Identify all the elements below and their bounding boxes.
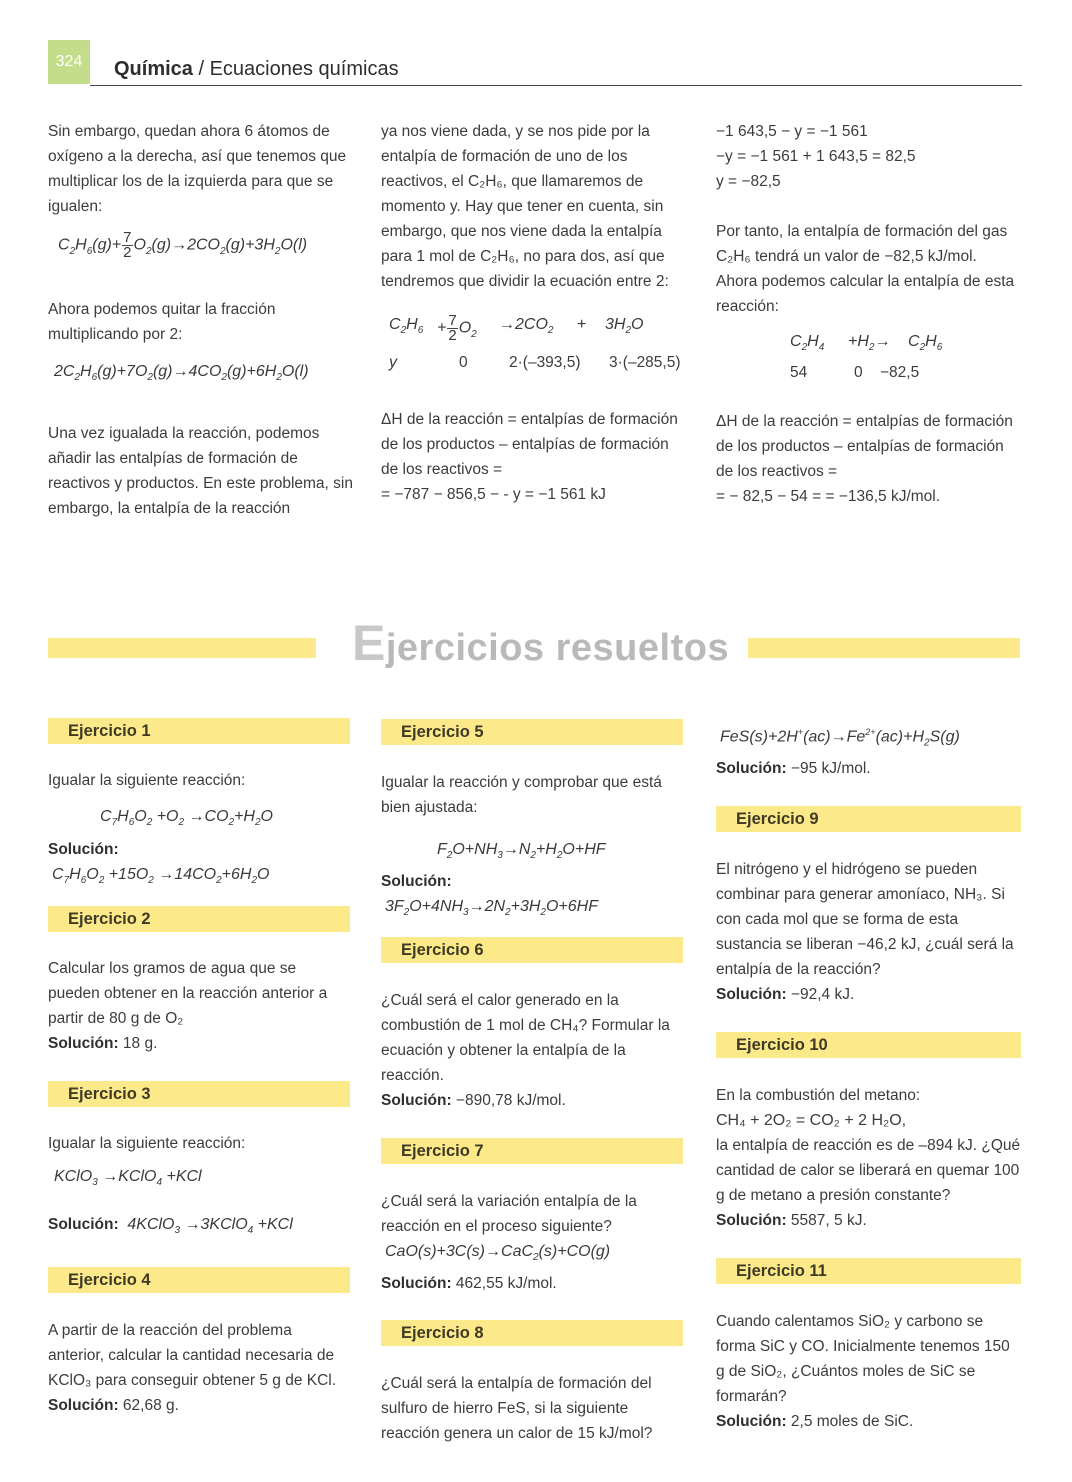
exercise-heading: Ejercicio 3 (48, 1081, 350, 1107)
value: 54 (790, 364, 808, 382)
value: −82,5 (880, 364, 920, 382)
equation-values (381, 350, 686, 375)
equation: $C_7H_6O_2 +15O_2 \to 14CO_2+6H_2O$ (52, 866, 270, 887)
equation: $3F_2O+4NH_3\to 2N_2+3H_2O+6HF$ (385, 898, 598, 919)
solution-label: Solución: (381, 873, 452, 891)
top-column-3 (716, 119, 1021, 509)
paragraph: Una vez igualada la reacción, podemos añadir las entalpías de formación de reactivos y productos. En este problema, sin embargo, la entalpía de la reacción (48, 425, 353, 518)
solution-label: Solución: (716, 1412, 787, 1430)
exercise-text: ¿Cuál será la entalpía de formación del sulfuro de hierro FeS, si la siguiente reacción genera un calor de 15 kJ/mol? (381, 1374, 653, 1442)
exercise-heading: Ejercicio 4 (48, 1267, 350, 1293)
exercise-heading: Ejercicio 10 (716, 1032, 1021, 1058)
equation: $C_7H_6O_2 +O_2 \to CO_2+H_2O$ (100, 808, 273, 829)
solution-label: Solución: (716, 1211, 787, 1229)
solution-value: −92,4 kJ. (790, 985, 855, 1003)
exercise-heading: Ejercicio 6 (381, 937, 683, 963)
exercise-heading: Ejercicio 7 (381, 1138, 683, 1164)
equation: KClO$_3$ →KClO$_4$ +KCl (54, 1168, 202, 1189)
calc-line: −y = −1 561 + 1 643,5 = 82,5 (716, 148, 916, 165)
header-title (114, 58, 399, 81)
exercise-text: Igualar la siguiente reacción: (48, 1135, 246, 1153)
solution-label: Solución: (48, 841, 119, 859)
calc-line: −1 643,5 − y = −1 561 (716, 123, 868, 140)
top-column-1 (48, 119, 353, 521)
solution-value: −890,78 kJ/mol. (455, 1092, 566, 1110)
solution-label: Solución: (381, 1092, 452, 1110)
exercise-text: Cuando calentamos SiO₂ y carbono se forma SiC y CO. Inicialmente tenemos 150 g de SiO₂, ¿Cuántos moles de SiC se formarán? (716, 1312, 1010, 1405)
paragraph: = −787 − 856,5 − - y = −1 561 kJ (381, 485, 606, 503)
exercises-column-2 (381, 719, 683, 1446)
exercise-equation: CH₄ + 2O₂ = CO₂ + 2 H₂O, (716, 1111, 907, 1129)
solution-value: −95 kJ/mol. (790, 759, 871, 777)
paragraph: ΔH de la reacción = entalpías de formación de los productos – entalpías de formación de los reactivos = (381, 410, 678, 478)
equation-values (790, 360, 1021, 385)
value: 0 (459, 353, 468, 371)
exercise-text: ¿Cuál será la variación entalpía de la reacción en el proceso siguiente? (381, 1193, 637, 1236)
section-title-rest: jercicios resueltos (385, 627, 730, 669)
exercise-heading: Ejercicio 11 (716, 1258, 1021, 1284)
solution-label: Solución: (48, 1035, 119, 1053)
equation: $FeS(s)+2H^+(ac)\to Fe^{2+}(ac)+H_2S(g)$ (720, 727, 960, 749)
exercises-column-1 (48, 718, 350, 1418)
exercise-heading: Ejercicio 5 (381, 719, 683, 745)
calc-line: y = −82,5 (716, 173, 781, 190)
value: 2·(–393,5) (509, 353, 581, 371)
paragraph: Por tanto, la entalpía de formación del gas C₂H₆ tendrá un valor de −82,5 kJ/mol. (716, 223, 1008, 265)
value: 0 (854, 364, 863, 382)
section-title (352, 614, 729, 672)
solution-value: 2,5 moles de SiC. (790, 1412, 914, 1430)
top-column-2 (381, 119, 686, 507)
exercise-heading: Ejercicio 1 (48, 718, 350, 744)
banner-bar-right (748, 638, 1020, 658)
page-number: 324 (48, 40, 90, 84)
paragraph: ΔH de la reacción = entalpías de formación de los productos – entalpías de formación de los reactivos = (716, 413, 1013, 481)
solution-value: 18 g. (122, 1035, 158, 1053)
exercise-text: En la combustión del metano: (716, 1086, 921, 1104)
equation: $C_2H_4$ $+H_2\to$ $C_2H_6$ (790, 333, 943, 354)
equation: $2C_2H_6(g)+7O_2(g)\to 4CO_2(g)+6H_2O(l)$ (54, 362, 309, 384)
exercise-heading: Ejercicio 8 (381, 1320, 683, 1346)
solution-value: 5587, 5 kJ. (790, 1211, 867, 1229)
header-rule (90, 85, 1022, 86)
equation: $C_2H_6$ + $\frac{7}{2}$ $O_2$ $\to 2CO_2$ + $3H_2O$ (389, 312, 644, 344)
exercise-text: la entalpía de reacción es de –894 kJ. ¿Qué cantidad de calor se liberará en quemar 100 g de metano a presión constante? (716, 1136, 1021, 1204)
solution-label: Solución: (716, 759, 787, 777)
exercise-text: Calcular los gramos de agua que se pueden obtener en la reacción anterior a partir de 80 g de O₂ (48, 960, 328, 1028)
solution-label: Solución: (48, 1215, 119, 1233)
paragraph: = − 82,5 − 54 = = −136,5 kJ/mol. (716, 488, 941, 506)
paragraph: ya nos viene dada, y se nos pide por la entalpía de formación de uno de los reactivos, el C₂H₆, que llamaremos de momento y. Hay que tener en cuenta, sin embargo, que nos viene dada la entalpía para 1 mol de C₂H₆, no para dos, así que tendremos que dividir la ecuación entre 2: (381, 123, 669, 290)
exercise-text: ¿Cuál será el calor generado en la combustión de 1 mol de CH₄? Formular la ecuación y obtener la entalpía de la reacción. (381, 992, 670, 1085)
exercise-heading: Ejercicio 2 (48, 906, 350, 932)
solution-label: Solución: (716, 985, 787, 1003)
header-title-rest: / Ecuaciones químicas (192, 58, 399, 80)
solution-value: 462,55 kJ/mol. (455, 1274, 557, 1292)
paragraph: Ahora podemos calcular la entalpía de esta reacción: (716, 273, 1015, 315)
equation: $F_2O+NH_3\to N_2+H_2O+HF$ (437, 841, 606, 862)
solution-label: Solución: (381, 1274, 452, 1292)
exercise-text: El nitrógeno y el hidrógeno se pueden combinar para generar amoníaco, NH₃. Si con cada mol que se forma de esta sustancia se liberan −46,2 kJ, ¿cuál será la entalpía de la reacción? (716, 860, 1014, 978)
solution-label: Solución: (48, 1396, 119, 1414)
paragraph: Sin embargo, quedan ahora 6 átomos de oxígeno a la derecha, así que tenemos que multiplicar los de la izquierda para que se igualen: (48, 123, 347, 215)
equation: 4KClO$_3$ →3KClO$_4$ +KCl (122, 1215, 293, 1236)
exercise-text: A partir de la reacción del problema anterior, calcular la cantidad necesaria de KClO₃ para conseguir obtener 5 g de KCl. (48, 1321, 337, 1389)
value: 3·(–285,5) (609, 353, 681, 371)
equation: CaO(s)+3C(s)→CaC$_2$(s)+CO(g) (385, 1243, 611, 1264)
exercise-heading: Ejercicio 9 (716, 806, 1021, 832)
section-title-initial: E (352, 615, 386, 671)
solution-value: 62,68 g. (122, 1396, 179, 1414)
equation: $C_2H_6(g)+$ $\frac{7}{2}$ $O_2(g)\to 2CO_2(g)+3H_2O(l)$ (58, 229, 308, 261)
exercise-text: Igualar la reacción y comprobar que está bien ajustada: (381, 774, 662, 816)
banner-bar-left (48, 638, 316, 658)
paragraph: Ahora podemos quitar la fracción multiplicando por 2: (48, 300, 276, 343)
exercise-text: Igualar la siguiente reacción: (48, 772, 246, 789)
value: y (389, 353, 397, 371)
header-title-bold: Química (114, 58, 193, 80)
exercises-column-3 (716, 720, 1021, 1434)
